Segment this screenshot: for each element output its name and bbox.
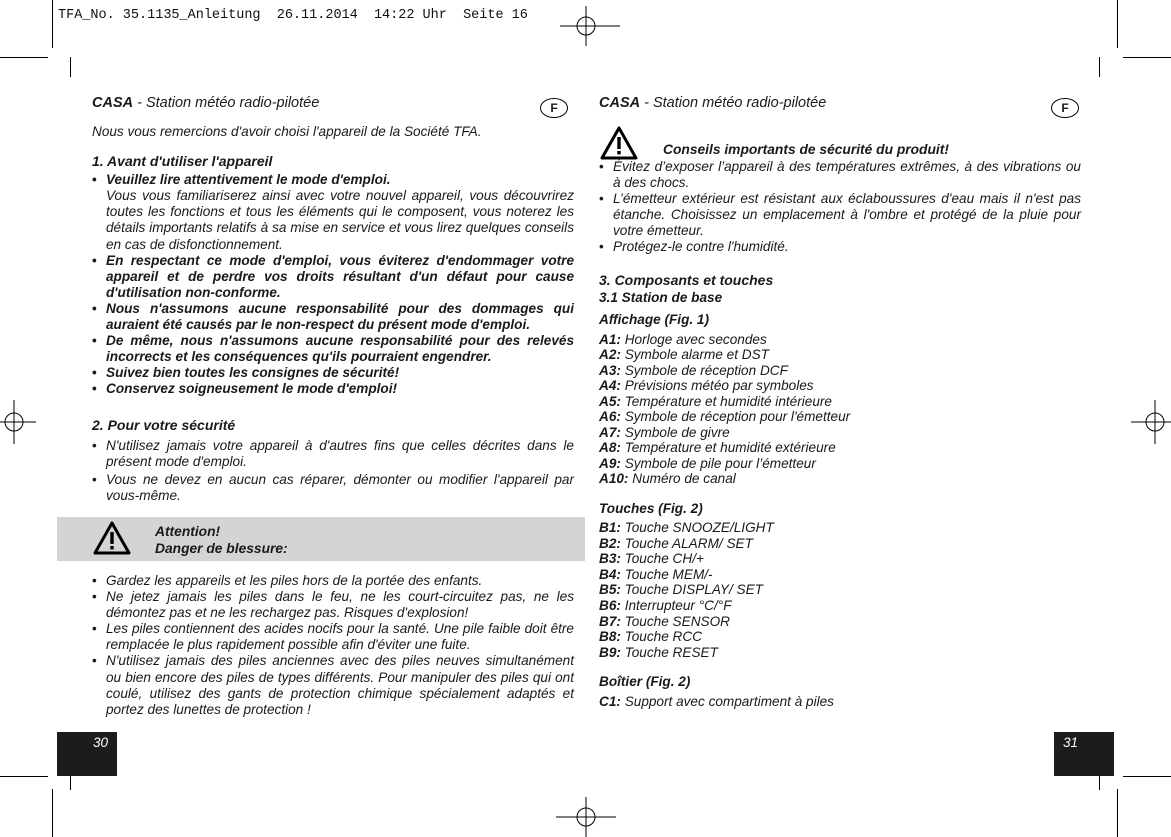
section-heading: 1. Avant d'utiliser l'appareil [92, 153, 273, 170]
list-item: B5: Touche DISPLAY/ SET [599, 582, 763, 598]
list-item: B1: Touche SNOOZE/LIGHT [599, 519, 774, 535]
page-number-left [57, 732, 117, 776]
list-item: A9: Symbole de pile pour l’émetteur [599, 455, 816, 471]
list-item: • Vous ne devez en aucun cas réparer, démonter ou modifier l'appareil par vous-même. [92, 472, 574, 504]
case-list [599, 694, 1081, 710]
display-list [599, 332, 1081, 487]
warning-subtitle: Danger de blessure: [155, 541, 288, 556]
display-heading: Affichage (Fig. 1) [599, 311, 710, 327]
list-item: B3: Touche CH/+ [599, 551, 704, 567]
list-item: • Évitez d’exposer l’appareil à des températures extrêmes, à des vibrations ou à des chocs. [599, 159, 1081, 191]
crop-mark [0, 57, 48, 58]
list-item: B7: Touche SENSOR [599, 613, 730, 629]
list-item: • Gardez les appareils et les piles hors de la portée des enfants. [92, 573, 574, 589]
section1-bold-list [92, 253, 574, 398]
registration-mark-top [560, 6, 620, 46]
crop-mark [70, 57, 71, 77]
warning-box [57, 517, 585, 561]
keys-list [599, 520, 1081, 660]
list-item: A1: Horloge avec secondes [599, 331, 767, 347]
crop-mark [1123, 776, 1171, 777]
registration-mark-right [1131, 400, 1171, 444]
list-item: • L’émetteur extérieur est résistant aux éclaboussures d'eau mais il n'est pas étanche. Choisissez un emplacement à l'ombre et protégé de la pluie pour votre émetteur. [599, 191, 1081, 239]
list-item: B6: Interrupteur °C/°F [599, 597, 732, 613]
section-heading: 3. Composants et touches [599, 271, 774, 288]
list-item: B8: Touche RCC [599, 629, 703, 645]
crop-mark [52, 0, 53, 48]
title-text: - Station météo radio-pilotée [133, 95, 320, 111]
list-item: A10: Numéro de canal [599, 471, 736, 487]
warning-triangle-icon [93, 521, 131, 555]
brand-name: CASA [92, 95, 134, 111]
list-item: C1: Support avec compartiment à piles [599, 694, 834, 710]
crop-mark [0, 776, 48, 777]
subsection-heading: 3.1 Station de base [599, 289, 723, 305]
list-item: • Ne jetez jamais les piles dans le feu, ne les court-circuitez pas, ne les démontez pas et ne les rechargez pas. Risques d'explosion! [92, 589, 574, 621]
page-number: 31 [1063, 735, 1079, 750]
list-item: B2: Touche ALARM/ SET [599, 535, 753, 551]
list-item: • Veuillez lire attentivement le mode d'emploi. [92, 172, 574, 188]
list-item: • Conservez soigneusement le mode d'emploi! [92, 381, 574, 397]
list-item: A2: Symbole alarme et DST [599, 347, 769, 363]
intro-text: Nous vous remercions d'avoir choisi l'appareil de la Société TFA. [92, 124, 482, 139]
registration-mark-bottom [556, 797, 616, 837]
title-text: - Station météo radio-pilotée [640, 95, 827, 111]
language-badge: F [1051, 98, 1079, 118]
right-page [599, 95, 1081, 710]
list-item: • Protégez-le contre l'humidité. [599, 239, 1081, 255]
list-item: B4: Touche MEM/- [599, 566, 713, 582]
list-item: A5: Température et humidité intérieure [599, 393, 832, 409]
crop-mark [52, 789, 53, 837]
page-number: 30 [93, 735, 109, 750]
section1-list [92, 172, 574, 188]
page-title [92, 95, 574, 117]
section-heading: 2. Pour votre sécurité [92, 416, 236, 433]
list-item: • N'utilisez jamais votre appareil à d'autres fins que celles décrites dans le présent mode d'emploi. [92, 438, 574, 470]
print-slug: TFA_No. 35.1135_Anleitung 26.11.2014 14:22 Uhr Seite 16 [58, 8, 528, 23]
safety-list [599, 159, 1081, 256]
list-item: A8: Température et humidité extérieure [599, 440, 836, 456]
list-item: • En respectant ce mode d'emploi, vous éviterez d'endommager votre appareil et de perdre vos droits résultant d'un défaut pour cause d'utilisation non-conforme. [92, 253, 574, 301]
case-heading: Boîtier (Fig. 2) [599, 674, 691, 690]
list-item: • N'utilisez jamais des piles anciennes avec des piles neuves simultanément ou bien encore des piles de types différents. Pour manipuler des piles qui ont coulé, utilisez des gants de protection chimique spécialement adaptés et portez des lunettes de protection ! [92, 653, 574, 717]
language-badge: F [540, 98, 568, 118]
list-item: • De même, nous n'assumons aucune responsabilité pour des relevés incorrects et les conséquences qu'ils pourraient engendrer. [92, 333, 574, 365]
list-item: A3: Symbole de réception DCF [599, 362, 788, 378]
keys-heading: Touches (Fig. 2) [599, 500, 703, 516]
list-item: B9: Touche RESET [599, 644, 718, 660]
page-number-right [1054, 732, 1114, 776]
list-item: • Nous n'assumons aucune responsabilité pour des dommages qui auraient été causés par le non-respect du présent mode d'emploi. [92, 301, 574, 333]
list-item: • Les piles contiennent des acides nocifs pour la santé. Une pile faible doit être remplacée le plus rapidement possible afin d'éviter une fuite. [92, 621, 574, 653]
list-item: A4: Prévisions météo par symboles [599, 378, 814, 394]
brand-name: CASA [599, 95, 641, 111]
list-item: A6: Symbole de réception pour l'émetteur [599, 409, 851, 425]
crop-mark [1123, 57, 1171, 58]
page-title [599, 95, 1081, 117]
left-page [92, 95, 574, 504]
crop-mark [1117, 0, 1118, 48]
crop-mark [1099, 57, 1100, 77]
list-item: A7: Symbole de givre [599, 424, 730, 440]
list-item-text: Vous vous familiariserez ainsi avec votre nouvel appareil, vous découvrirez toutes les fonctions et tous les éléments qui le composent, vous noterez les détails importants relatifs à sa mise en service et vous lirez quelques conseils en cas de disfonctionnement. [106, 188, 574, 252]
safety-header [599, 126, 1081, 162]
warning-title: Attention! [155, 524, 221, 539]
safety-heading: Conseils importants de sécurité du produit! [663, 142, 949, 157]
crop-mark [1117, 789, 1118, 837]
list-item: • Suivez bien toutes les consignes de sécurité! [92, 365, 574, 381]
section2-list [92, 438, 574, 504]
registration-mark-left [0, 400, 36, 444]
warning-triangle-icon [599, 126, 639, 160]
warning-list-block [92, 573, 574, 718]
warning-list [92, 573, 574, 718]
